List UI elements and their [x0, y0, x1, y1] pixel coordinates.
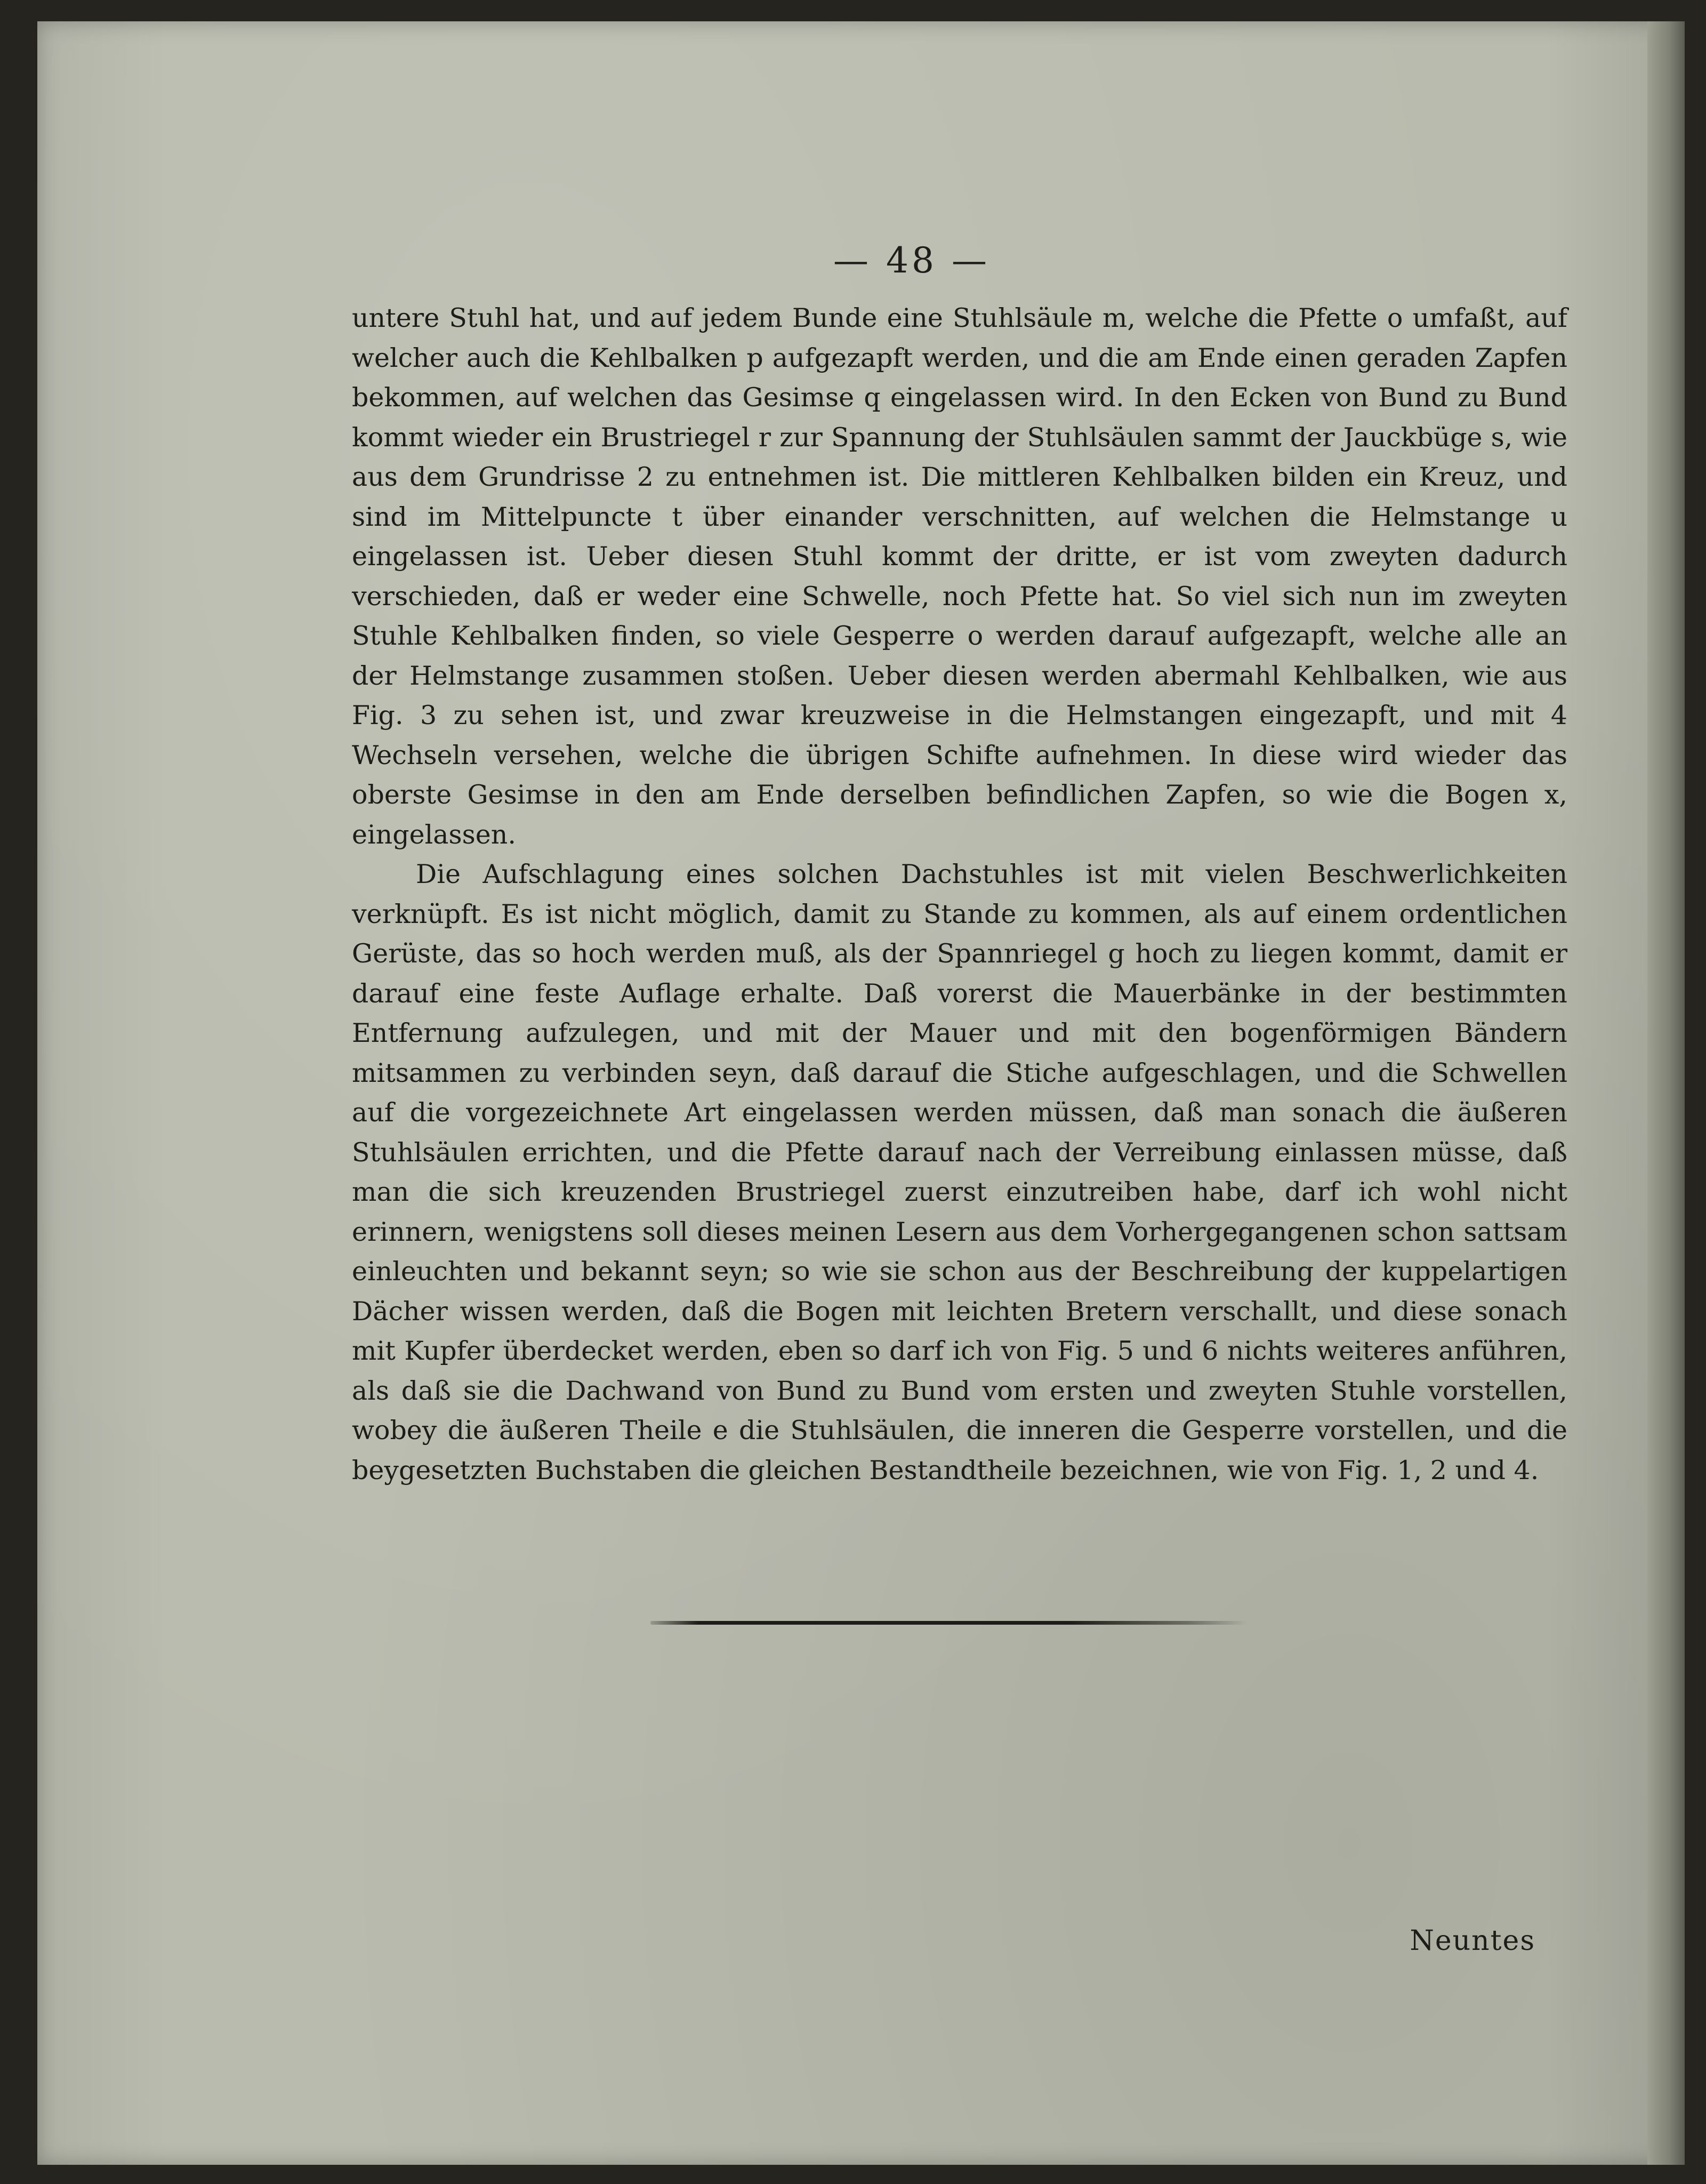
section-divider [650, 1621, 1248, 1625]
catchword: Neuntes [1410, 1925, 1535, 1957]
paragraph-1: untere Stuhl hat, und auf jedem Bunde eine Stuhlsäule m, welche die Pfette o umfaßt, auf welcher auch die Kehlbalken p aufgezapft werden, und die am Ende einen geraden Zapfen bekommen, auf welchen das Gesimse q eingelassen wird. In den Ecken von Bund zu Bund kommt wieder ein Brustriegel r zur Spannung der Stuhlsäulen sammt der Jauckbüge s, wie aus dem Grundrisse 2 zu entnehmen ist. Die mittleren Kehlbalken bilden ein Kreuz, und sind im Mittelpuncte t über einander verschnitten, auf welchen die Helmstange u eingelassen ist. Ueber diesen Stuhl kommt der dritte, er ist vom zweyten dadurch verschieden, daß er weder eine Schwelle, noch Pfette hat. So viel sich nun im zweyten Stuhle Kehlbalken finden, so viele Gesperre o werden darauf aufgezapft, welche alle an der Helmstange zusammen stoßen. Ueber diesen werden abermahl Kehlbalken, wie aus Fig. 3 zu sehen ist, und zwar kreuzweise in die Helmstangen eingezapft, und mit 4 Wechseln versehen, welche die übrigen Schifte aufnehmen. In diese wird wieder das oberste Gesimse in den am Ende derselben befindlichen Zapfen, so wie die Bogen x, eingelassen. [352, 303, 1567, 850]
page-number: — 48 — [833, 240, 990, 281]
paragraph-2: Die Aufschlagung eines solchen Dachstuhles ist mit vielen Beschwerlichkeiten verknüpft. Es ist nicht möglich, damit zu Stande zu kommen, als auf einem ordentlichen Gerüste, das so hoch werden muß, als der Spannriegel g hoch zu liegen kommt, damit er darauf eine feste Auflage erhalte. Daß vorerst die Mauerbänke in der bestimmten Entfernung aufzulegen, und mit der Mauer und mit den bogenförmigen Bändern mitsammen zu verbinden seyn, daß darauf die Stiche aufgeschlagen, und die Schwellen auf die vorgezeichnete Art eingelassen werden müssen, daß man sonach die äußeren Stuhlsäulen errichten, und die Pfette darauf nach der Verreibung einlassen müsse, daß man die sich kreuzenden Brustriegel zuerst einzutreiben habe, darf ich wohl nicht erinnern, wenigstens soll dieses meinen Lesern aus dem Vorhergegangenen schon sattsam einleuchten und bekannt seyn; so wie sie schon aus der Beschreibung der kuppelartigen Dächer wissen werden, daß die Bogen mit leichten Bretern verschallt, und diese sonach mit Kupfer überdecket werden, eben so darf ich von Fig. 5 und 6 nichts weiteres anführen, als daß sie die Dachwand von Bund zu Bund vom ersten und zweyten Stuhle vorstellen, wobey die äußeren Theile e die Stuhlsäulen, die inneren die Gesperre vorstellen, und die beygesetzten Buchstaben die gleichen Bestandtheile bezeichnen, wie von Fig. 1, 2 und 4. [352, 859, 1567, 1486]
body-text [352, 299, 1567, 1490]
page-edge [1647, 21, 1685, 2165]
